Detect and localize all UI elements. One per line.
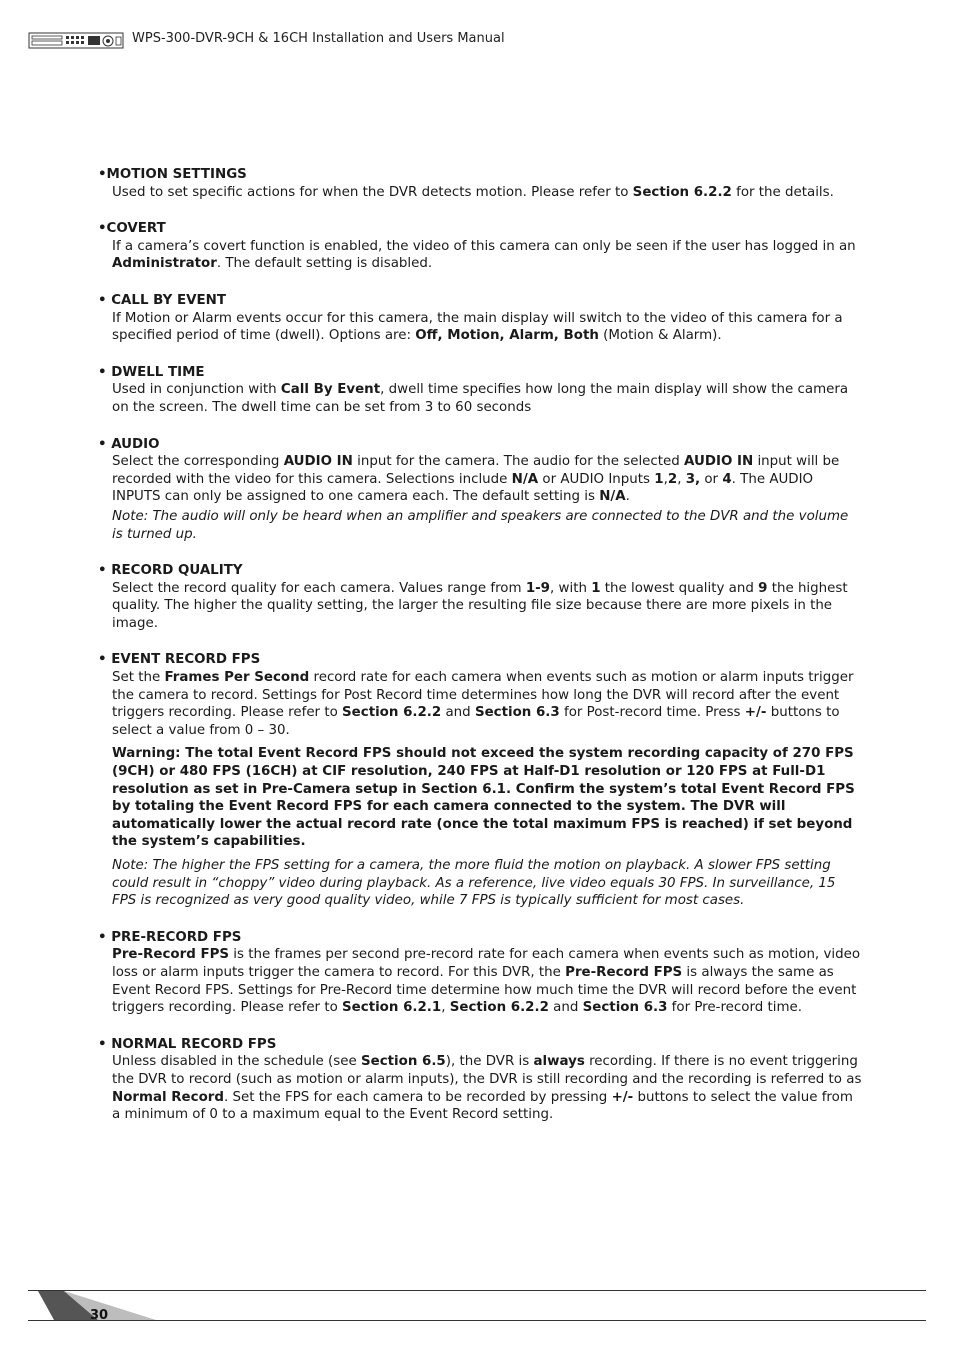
manual-section bbox=[98, 364, 863, 417]
page-number: 30 bbox=[90, 1308, 109, 1323]
text-run: is always the same as Event Record FPS. Settings for Pre-Record time determine how much time the DVR will record before the event triggers recording. Please refer to bbox=[112, 964, 857, 1016]
text-run: Unless disabled in the schedule (see bbox=[112, 1054, 361, 1070]
text-run: recording. If there is no event triggering the DVR to record (such as motion or alarm inputs), the DVR is still recording and the recording is referred to as bbox=[112, 1054, 862, 1087]
section-title: • PRE-RECORD FPS bbox=[98, 929, 242, 945]
section-body bbox=[112, 238, 863, 273]
manual-title: WPS-300-DVR-9CH & 16CH Installation and Users Manual bbox=[132, 31, 505, 46]
bold-run: Pre-Record FPS bbox=[565, 964, 683, 980]
warning-paragraph: Warning: The total Event Record FPS should not exceed the system recording capacity of 270 FPS (9CH) or 480 FPS (16CH) at CIF resolution, 240 FPS at Half-D1 resolution or 120 FPS at Full-D1 resolution as set in Pre-Camera setup in Section 6.1. Confirm the system’s total Event Record FPS by totaling the Event Record FPS for each camera connected to the system. The DVR will automatically lower the actual record rate (once the total maximum FPS is reached) if set beyond the system’s capabilities. bbox=[112, 746, 855, 850]
note-paragraph: Note: The audio will only be heard when an amplifier and speakers are connected to the DVR and the volume is turned up. bbox=[112, 508, 849, 542]
section-paragraph bbox=[112, 580, 863, 633]
bold-run: Section 6.5 bbox=[360, 1054, 446, 1070]
text-run: , bbox=[663, 471, 668, 487]
text-run: is the frames per second pre-record rate for each camera when events such as motion, video loss or alarm inputs trigger the camera to record. For this DVR, the bbox=[112, 947, 861, 980]
bold-run: 1 bbox=[591, 580, 601, 596]
text-run: for Pre-record time. bbox=[667, 1000, 803, 1016]
dvr-device-icon bbox=[28, 30, 124, 50]
section-title: • RECORD QUALITY bbox=[98, 563, 243, 579]
section-body bbox=[112, 453, 863, 543]
manual-section bbox=[98, 562, 863, 632]
section-title: •MOTION SETTINGS bbox=[98, 167, 247, 182]
manual-section bbox=[98, 292, 863, 345]
bold-run: Normal Record bbox=[112, 1089, 224, 1105]
bold-run: 1-9 bbox=[525, 580, 551, 596]
section-body bbox=[112, 381, 863, 416]
text-run: for Post-record time. Press bbox=[559, 705, 745, 721]
text-run: If Motion or Alarm events occur for this camera, the main display will switch to the video of this camera for a specified period of time (dwell). Options are: bbox=[112, 310, 843, 344]
bold-run: N/A bbox=[511, 471, 539, 487]
section-body bbox=[112, 184, 863, 202]
manual-section bbox=[98, 1036, 863, 1124]
text-run: input will be recorded with the video for this camera. Selections include bbox=[112, 454, 840, 487]
page-footer bbox=[28, 1288, 926, 1324]
text-run: record rate for each camera when events such as motion or alarm inputs trigger the camera to record. Settings for Post Record time determines how long the DVR will record after the event triggers recording. Please refer to bbox=[112, 670, 854, 721]
text-run: for the details. bbox=[731, 184, 834, 200]
section-paragraph bbox=[112, 310, 863, 345]
manual-content bbox=[98, 166, 863, 1143]
section-paragraph bbox=[112, 669, 863, 739]
bold-run: Off, Motion, Alarm, Both bbox=[415, 328, 599, 344]
section-title: • NORMAL RECORD FPS bbox=[98, 1036, 277, 1052]
bold-run: Section 6.2.2 bbox=[342, 705, 442, 721]
text-run: or AUDIO Inputs bbox=[538, 471, 655, 487]
text-run: or bbox=[700, 471, 723, 487]
section-title: • AUDIO bbox=[98, 436, 160, 452]
bold-run: Call By Event bbox=[280, 382, 381, 398]
text-run: and bbox=[548, 1000, 583, 1016]
bold-run: Frames Per Second bbox=[164, 670, 310, 686]
manual-section bbox=[98, 220, 863, 273]
bold-run: 9 bbox=[758, 580, 768, 596]
section-title: • CALL BY EVENT bbox=[98, 292, 226, 308]
text-run: If a camera’s covert function is enabled, the video of this camera can only be seen if the user has logged in an bbox=[112, 238, 856, 254]
text-run: , dwell time specifies how long the main display will show the camera on the screen. The dwell time can be set from 3 to 60 seconds bbox=[112, 382, 849, 415]
text-run: buttons to select the value from a minimum of 0 to a maximum equal to the Event Record setting. bbox=[112, 1089, 853, 1123]
bold-run: Administrator bbox=[112, 256, 217, 272]
bold-run: AUDIO IN bbox=[283, 454, 353, 470]
text-run: and bbox=[441, 705, 475, 721]
bold-run: Section 6.3 bbox=[474, 705, 560, 721]
bold-run: Section 6.3 bbox=[582, 1000, 668, 1016]
text-run: the lowest quality and bbox=[600, 580, 759, 596]
bold-run: always bbox=[533, 1054, 585, 1070]
section-body bbox=[112, 946, 863, 1016]
section-body bbox=[112, 310, 863, 345]
page-header bbox=[26, 28, 926, 52]
bold-run: 1 bbox=[654, 471, 664, 487]
text-run: , with bbox=[550, 580, 592, 596]
text-run: the highest quality. The higher the quality setting, the larger the resulting file size because there are more pixels in the image. bbox=[112, 580, 848, 631]
section-title: • EVENT RECORD FPS bbox=[98, 652, 261, 668]
section-paragraph bbox=[112, 946, 863, 1016]
bold-run: Section 6.2.2 bbox=[449, 1000, 549, 1016]
bold-run: AUDIO IN bbox=[684, 454, 754, 470]
text-run: . The AUDIO INPUTS can only be assigned to one camera each. The default setting is bbox=[112, 471, 814, 505]
section-title: • DWELL TIME bbox=[98, 364, 205, 380]
text-run: . Set the FPS for each camera to be recorded by pressing bbox=[223, 1089, 612, 1105]
section-paragraph bbox=[112, 184, 863, 202]
manual-section bbox=[98, 166, 863, 201]
text-run: , bbox=[677, 471, 686, 487]
bold-run: 2 bbox=[667, 471, 678, 487]
text-run: Set the bbox=[112, 670, 165, 686]
text-run: . bbox=[625, 489, 630, 505]
text-run: Select the corresponding bbox=[112, 454, 284, 470]
section-title: •COVERT bbox=[98, 221, 166, 237]
text-run: Used in conjunction with bbox=[112, 382, 281, 398]
text-run: ), the DVR is bbox=[445, 1054, 534, 1070]
section-body bbox=[112, 669, 863, 910]
bold-run: Section 6.2.1 bbox=[342, 1000, 442, 1016]
section-paragraph bbox=[112, 238, 863, 273]
note-paragraph: Note: The higher the FPS setting for a camera, the more fluid the motion on playback. A slower FPS setting could result in “choppy” video during playback. As a reference, live video equals 30 FPS. In surveillance, 15 FPS is recognized as very good quality video, while 7 FPS is typically sufficient for most cases. bbox=[112, 858, 836, 909]
manual-section bbox=[98, 929, 863, 1017]
bold-run: N/A bbox=[599, 489, 626, 505]
footer-divider-bottom bbox=[28, 1320, 926, 1321]
bold-run: 3, bbox=[685, 471, 701, 487]
text-run: Used to set specific actions for when the DVR detects motion. Please refer to bbox=[112, 184, 633, 200]
section-body bbox=[112, 1053, 863, 1123]
bold-run: Pre-Record FPS bbox=[112, 947, 230, 963]
manual-section bbox=[98, 651, 863, 909]
section-paragraph bbox=[112, 1053, 863, 1123]
text-run: . The default setting is disabled. bbox=[216, 256, 433, 272]
section-paragraph bbox=[112, 381, 863, 416]
text-run: buttons to select a value from 0 – 30. bbox=[112, 705, 840, 738]
text-run: input for the camera. The audio for the selected bbox=[352, 454, 685, 470]
bold-run: Section 6.2.2 bbox=[632, 184, 732, 200]
text-run: (Motion & Alarm). bbox=[598, 328, 722, 344]
bold-run: +/- bbox=[611, 1089, 634, 1105]
section-body bbox=[112, 580, 863, 633]
bold-run: 4 bbox=[722, 471, 732, 487]
section-paragraph bbox=[112, 453, 863, 506]
text-run: Select the record quality for each camera. Values range from bbox=[112, 580, 526, 596]
manual-section bbox=[98, 436, 863, 544]
bold-run: +/- bbox=[744, 705, 767, 721]
text-run: , bbox=[441, 1000, 450, 1016]
